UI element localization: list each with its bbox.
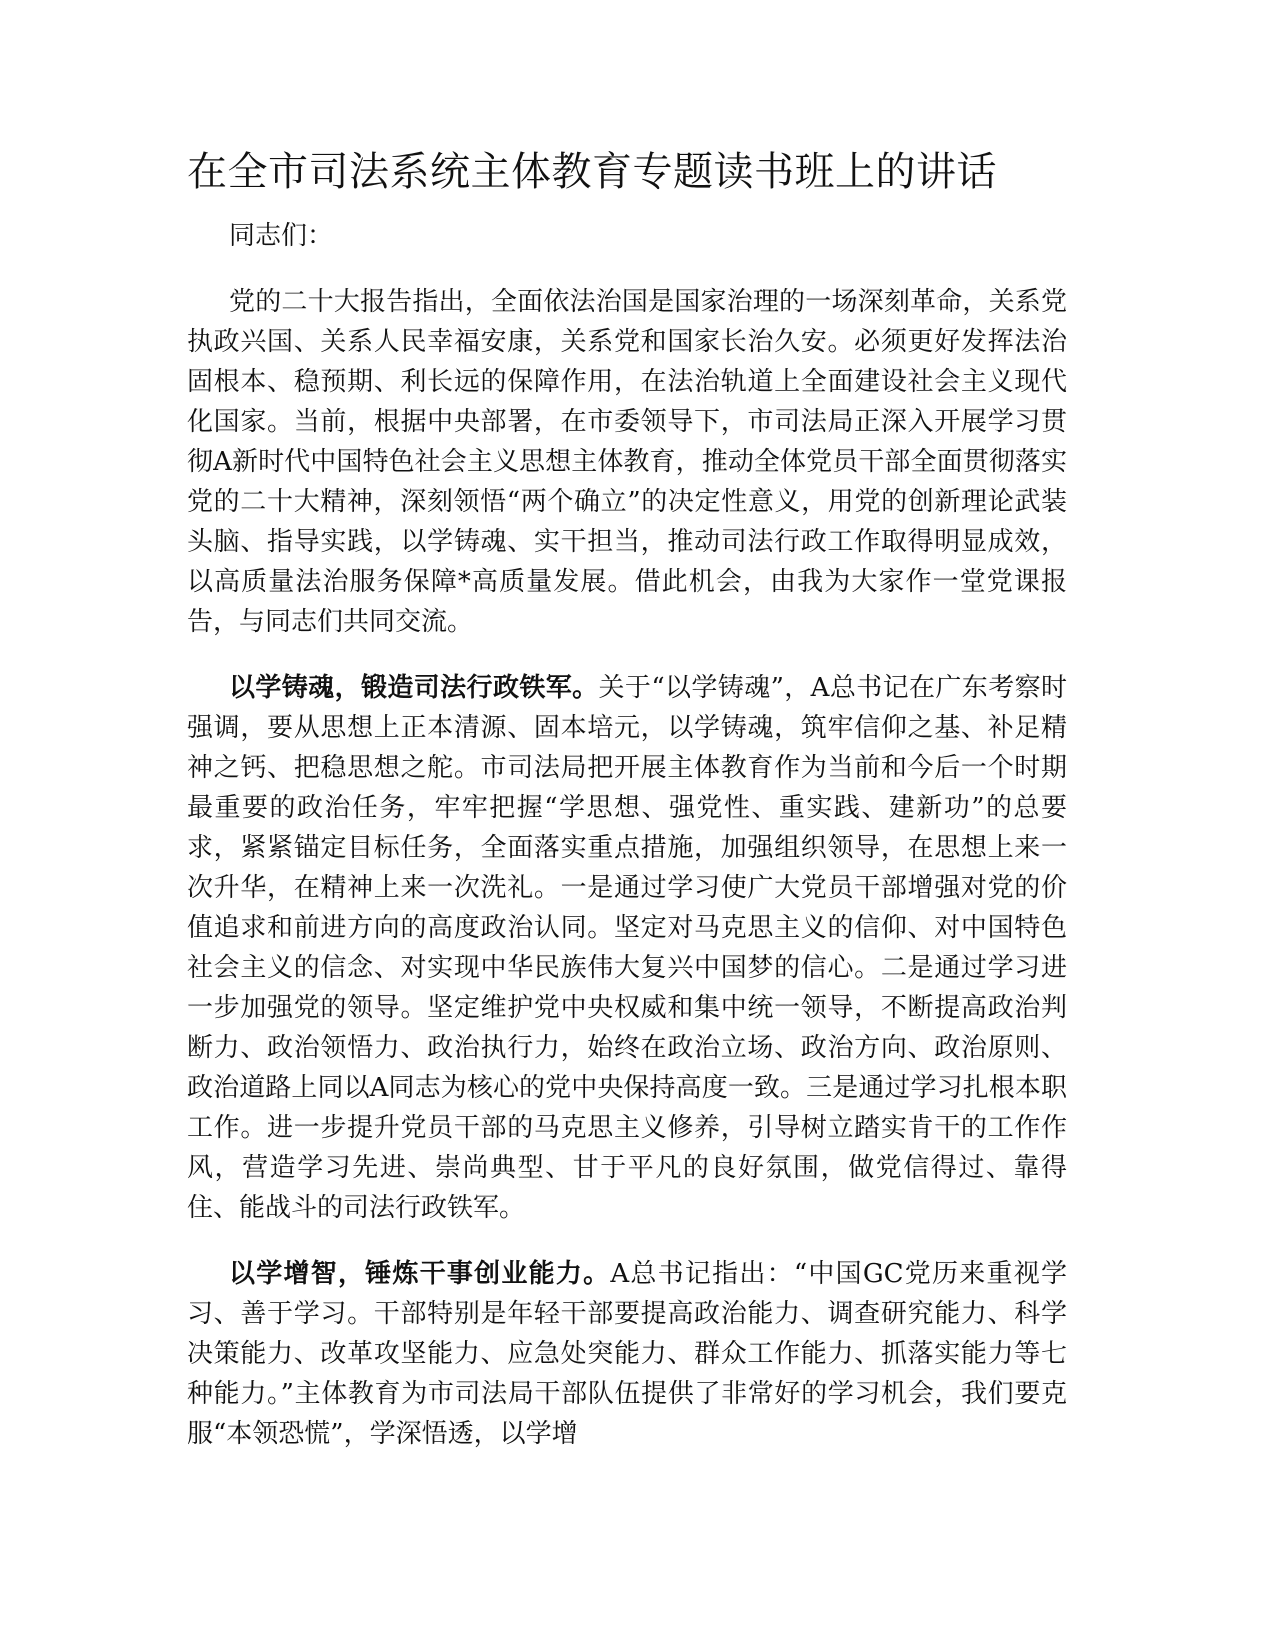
paragraph-intro [187, 282, 1067, 642]
paragraph-lead: 以学铸魂，锻造司法行政铁军。 [229, 673, 599, 703]
paragraph-text: 关于“以学铸魂”，A总书记在广东考察时强调，要从思想上正本清源、固本培元，以学铸魂，筑牢信仰之基、补足精神之钙、把稳思想之舵。市司法局把开展主体教育作为当前和今后一个时期最重要的政治任务，牢牢把握“学思想、强党性、重实践、建新功”的总要求，紧紧锚定目标任务，全面落实重点措施，加强组织领导，在思想上来一次升华，在精神上来一次洗礼。一是通过学习使广大党员干部增强对党的价值追求和前进方向的高度政治认同。坚定对马克思主义的信仰、对中国特色社会主义的信念、对实现中华民族伟大复兴中国梦的信心。二是通过学习进一步加强党的领导。坚定维护党中央权威和集中统一领导，不断提高政治判断力、政治领悟力、政治执行力，始终在政治立场、政治方向、政治原则、政治道路上同以A同志为核心的党中央保持高度一致。三是通过学习扎根本职工作。进一步提升党员干部的马克思主义修养，引导树立踏实肯干的工作作风，营造学习先进、崇尚典型、甘于平凡的良好氛围，做党信得过、靠得住、能战斗的司法行政铁军。 [187, 673, 1067, 1223]
document-title: 在全市司法系统主体教育专题读书班上的讲话 [187, 149, 997, 195]
greeting: 同志们： [229, 221, 334, 251]
document-body [187, 142, 1067, 1480]
paragraph-lead: 以学增智，锤炼干事创业能力。 [229, 1259, 611, 1289]
paragraph-study-wisdom [187, 1254, 1067, 1454]
paragraph-text: A总书记指出：“中国GC党历来重视学习、善于学习。干部特别是年轻干部要提高政治能力、调查研究能力、科学决策能力、改革攻坚能力、应急处突能力、群众工作能力、抓落实能力等七种能力。”主体教育为市司法局干部队伍提供了非常好的学习机会，我们要克服“本领恐慌”，学深悟透，以学增 [187, 1259, 1067, 1449]
paragraph-study-soul [187, 668, 1067, 1228]
paragraph-text: 党的二十大报告指出，全面依法治国是国家治理的一场深刻革命，关系党执政兴国、关系人民幸福安康，关系党和国家长治久安。必须更好发挥法治固根本、稳预期、利长远的保障作用，在法治轨道上全面建设社会主义现代化国家。当前，根据中央部署，在市委领导下，市司法局正深入开展学习贯彻A新时代中国特色社会主义思想主体教育，推动全体党员干部全面贯彻落实党的二十大精神，深刻领悟“两个确立”的决定性意义，用党的创新理论武装头脑、指导实践，以学铸魂、实干担当，推动司法行政工作取得明显成效，以高质量法治服务保障*高质量发展。借此机会，由我为大家作一堂党课报告，与同志们共同交流。 [187, 287, 1067, 637]
